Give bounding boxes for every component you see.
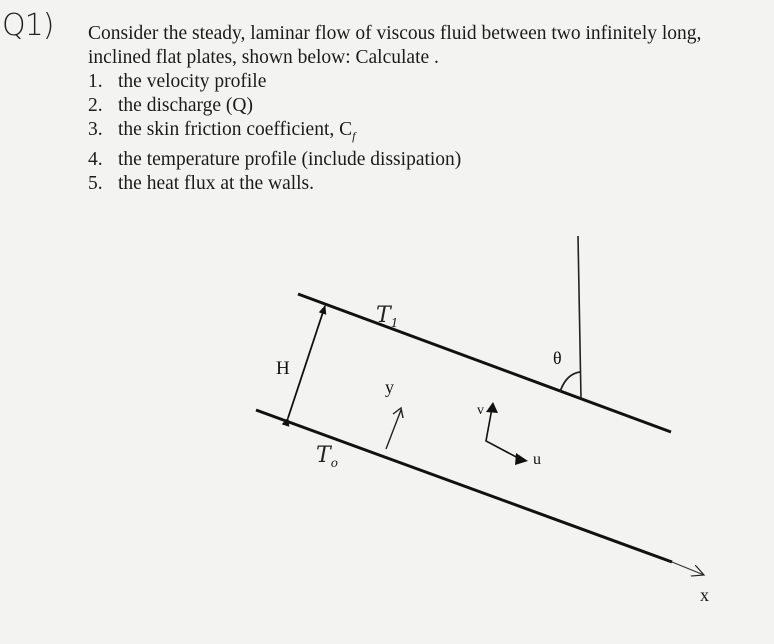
task-number: 3. bbox=[88, 119, 103, 140]
v-label: v bbox=[477, 403, 484, 418]
intro-line-2: inclined flat plates, shown below: Calculate . bbox=[88, 47, 439, 68]
u-arrow-head bbox=[515, 453, 528, 465]
gap-dimension-arrow bbox=[288, 306, 325, 418]
task-text: the discharge (Q) bbox=[118, 95, 254, 116]
upper-plate bbox=[298, 294, 671, 432]
task-text: the heat flux at the walls. bbox=[118, 172, 315, 194]
u-label: u bbox=[533, 451, 541, 468]
angle-label: θ bbox=[553, 348, 562, 368]
intro-line-1: Consider the steady, laminar flow of viscous fluid between two infinitely long, bbox=[88, 23, 702, 44]
x-axis-label: x bbox=[700, 585, 709, 605]
vertical-reference-line bbox=[578, 236, 581, 399]
task-number: 5. bbox=[88, 172, 103, 194]
task-text: the velocity profile bbox=[118, 71, 267, 92]
bottom-temperature-label bbox=[316, 443, 338, 470]
x-axis-arrow bbox=[672, 562, 704, 575]
y-arrow bbox=[386, 410, 401, 449]
question-number: Q1) bbox=[2, 8, 54, 43]
lower-plate bbox=[256, 410, 672, 562]
y-axis-label: y bbox=[385, 377, 394, 397]
bottom-temperature-symbol: T bbox=[316, 443, 331, 468]
task-text: the temperature profile (include dissipation) bbox=[118, 148, 462, 170]
top-temperature-symbol: T bbox=[376, 303, 391, 328]
task-number: 1. bbox=[88, 71, 103, 92]
v-arrow-head bbox=[486, 402, 498, 413]
bottom-temperature-subscript: o bbox=[330, 456, 338, 470]
task-number: 2. bbox=[88, 95, 103, 116]
task-text-subscript: f bbox=[352, 128, 356, 143]
task-text-main: the skin friction coefficient, C bbox=[118, 119, 353, 140]
top-temperature-subscript: 1 bbox=[390, 316, 399, 330]
top-temperature-label bbox=[376, 303, 398, 330]
angle-arc bbox=[560, 372, 580, 392]
v-u-axes bbox=[486, 408, 520, 459]
task-number: 4. bbox=[88, 148, 103, 170]
gap-label: H bbox=[276, 358, 290, 379]
